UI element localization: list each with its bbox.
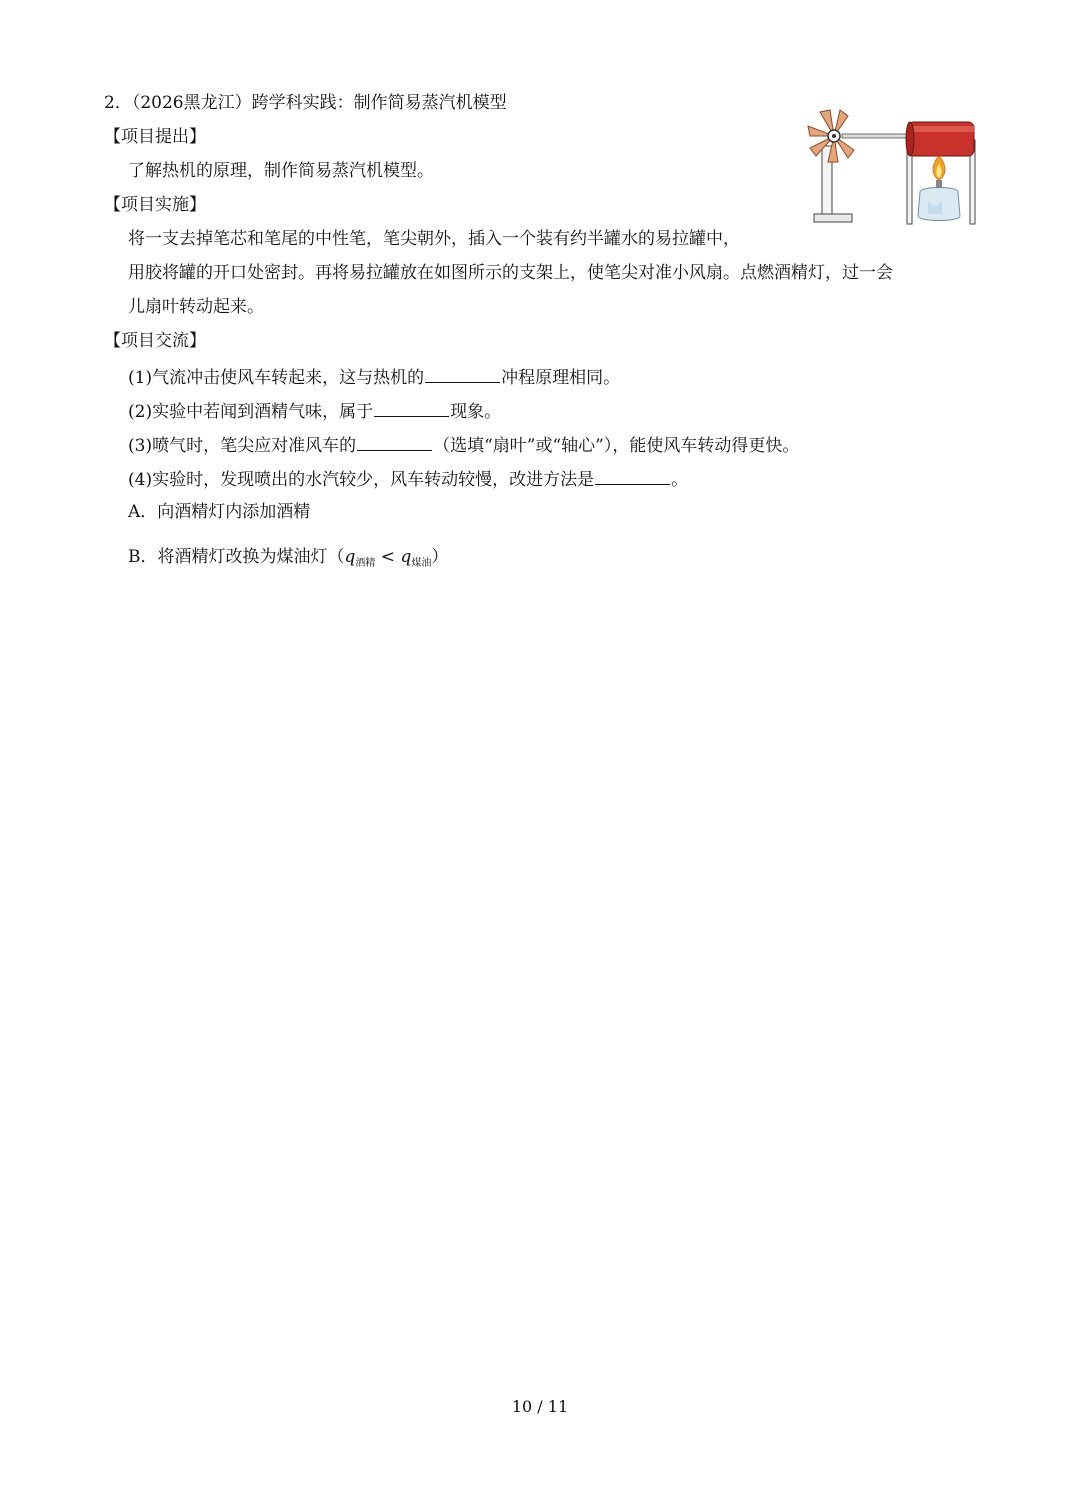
option-a: A．向酒精灯内添加酒精 — [128, 502, 311, 522]
question-4-text-end: 。 — [671, 470, 689, 490]
option-b-less-than: < — [375, 547, 401, 567]
option-b-text-end: ） — [431, 547, 449, 567]
option-b-text: B．将酒精灯改换为煤油灯（ — [128, 547, 345, 567]
option-b-q1: q — [344, 547, 356, 567]
implementation-text-line-2: 用胶将罐的开口处密封。再将易拉罐放在如图所示的支架上，使笔尖对准小风扇。点燃酒精灯，过一会 — [128, 263, 893, 283]
option-b — [128, 545, 448, 576]
question-3-text: (3)喷气时，笔尖应对准风车的 — [128, 436, 357, 456]
question-1-text: (1)气流冲击使风车转起来，这与热机的 — [128, 368, 425, 388]
option-b-sub-kerosene: 煤油 — [411, 558, 432, 569]
implementation-text-line-3: 儿扇叶转动起来。 — [128, 297, 264, 317]
question-2 — [128, 398, 501, 424]
question-1-text-end: 冲程原理相同。 — [501, 368, 621, 388]
question-4 — [128, 466, 688, 492]
implementation-text-line-1: 将一支去掉笔芯和笔尾的中性笔，笔尖朝外，插入一个装有约半罐水的易拉罐中， — [128, 229, 740, 249]
question-2-text-end: 现象。 — [450, 402, 502, 422]
question-1 — [128, 364, 620, 390]
question-2-answer-blank[interactable] — [374, 398, 449, 417]
alcohol-lamp — [918, 188, 960, 221]
question-title-line — [104, 91, 507, 115]
implementation-heading: 【项目实施】 — [104, 195, 206, 215]
proposal-heading: 【项目提出】 — [104, 127, 206, 147]
question-1-answer-blank[interactable] — [425, 364, 500, 383]
question-4-answer-blank[interactable] — [595, 466, 670, 485]
proposal-text: 了解热机的原理，制作简易蒸汽机模型。 — [128, 161, 434, 181]
option-b-sub-alcohol: 酒精 — [355, 558, 376, 569]
question-source: （2026黑龙江） — [131, 93, 252, 113]
question-3-text-end: （选填“扇叶”或“轴心”），能使风车转动得更快。 — [433, 436, 800, 456]
exchange-heading: 【项目交流】 — [104, 331, 206, 351]
question-number: 2． — [104, 93, 132, 113]
question-3 — [128, 432, 799, 458]
question-2-text: (2)实验中若闻到酒精气味，属于 — [128, 402, 374, 422]
question-4-text: (4)实验时，发现喷出的水汽较少，风车转动较慢，改进方法是 — [128, 470, 595, 490]
question-title: 跨学科实践：制作简易蒸汽机模型 — [251, 93, 507, 113]
question-3-answer-blank[interactable] — [357, 432, 432, 451]
pen-tube — [842, 134, 908, 138]
fan-stand-base — [814, 214, 852, 222]
steam-engine-figure — [806, 96, 982, 228]
page-number: 10 / 11 — [511, 1397, 569, 1416]
option-b-q2: q — [400, 547, 412, 567]
